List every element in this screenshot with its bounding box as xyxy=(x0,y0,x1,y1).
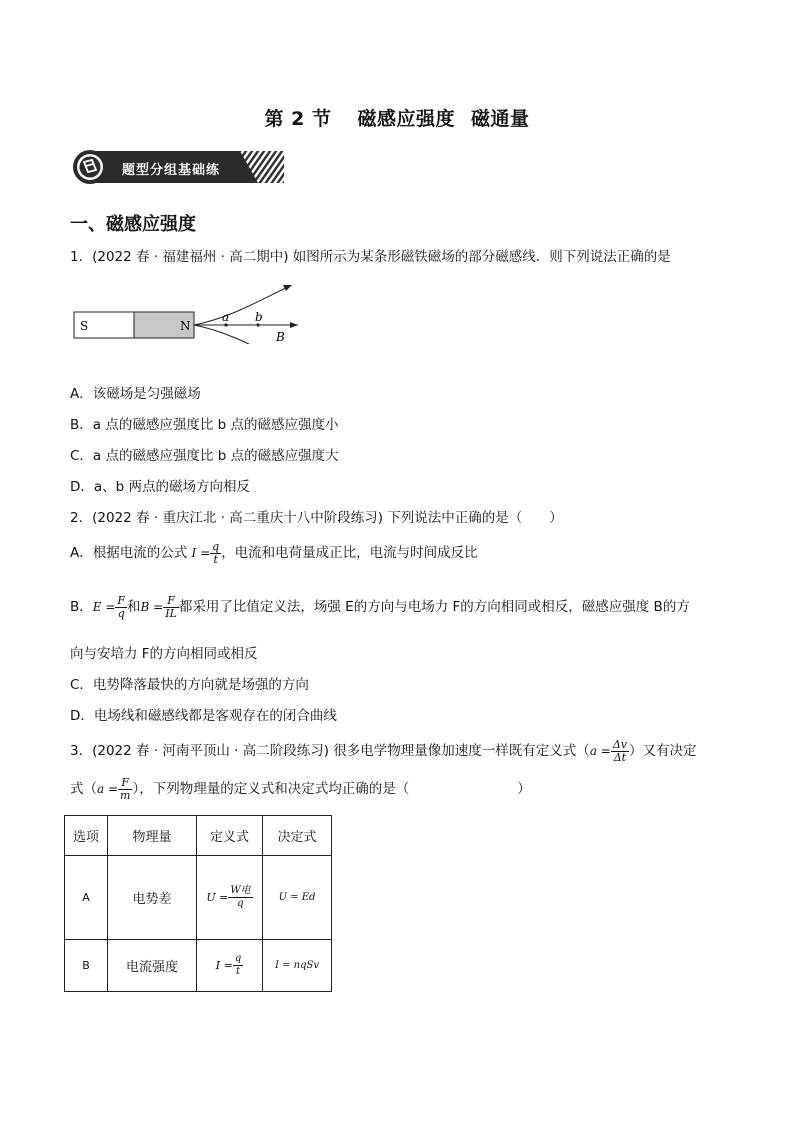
q1-magnet-figure xyxy=(70,276,310,344)
q2-option-c: C．电势降落最快的方向就是场强的方向 xyxy=(70,677,309,693)
q2-option-a xyxy=(70,538,478,568)
section-heading: 一、磁感应强度 xyxy=(70,214,196,235)
page-title xyxy=(0,104,794,131)
field-b-label: B xyxy=(276,330,285,344)
q2-option-b-line2: 向与安培力 F的方向相同或相反 xyxy=(70,646,258,662)
q2-a-text-post: ，电流和电荷量成正比，电流与时间成反比 xyxy=(221,545,478,561)
q2-b-fraction-2: $\frac{F}{IL}$ xyxy=(165,593,177,620)
q1-option-d: D．a、b 两点的磁场方向相反 xyxy=(70,479,251,495)
table-cell-option: A xyxy=(65,856,108,940)
table-header-cell: 定义式 xyxy=(197,816,263,856)
q3-stem-line2: 式（a = $\frac{F}{m}$ ），下列物理量的定义式和决定式均正确的是（ ） xyxy=(70,775,531,802)
q2-option-b: B．E = $\frac{F}{q}$ 和B = $\frac{F}{IL}$ 都采用了比值定义法，场强 E的方向与电场力 F的方向相同或相反，磁感应强度 B的方 xyxy=(70,593,690,620)
title-topic-2: 磁通量 xyxy=(470,108,530,130)
table-header-cell: 选项 xyxy=(65,816,108,856)
q2-b-fraction-1: $\frac{F}{q}$ xyxy=(117,593,126,620)
table-cell-definition: I = $\frac{q}{t}$ xyxy=(197,940,263,992)
field-line-upper xyxy=(194,286,290,325)
table-cell-quantity: 电流强度 xyxy=(108,940,197,992)
pole-s-label: S xyxy=(80,319,89,333)
q2-option-d: D．电场线和磁感线都是客观存在的闭合曲线 xyxy=(70,708,337,724)
point-b-label: b xyxy=(255,310,263,324)
table-cell-quantity: 电势差 xyxy=(108,856,197,940)
q2-a-formula-lhs: I = xyxy=(191,546,211,560)
q3-accel-def-fraction: $\frac{\Delta v}{\Delta t}$ xyxy=(612,737,628,764)
q3-stem: 3．(2022 春 · 河南平顶山 · 高二阶段练习) 很多电学物理量像加速度一样既有定义式（a = $\frac{\Delta v}{\Delta t}$ ）又有决定 xyxy=(70,737,697,764)
banner-label: 题型分组基础练 xyxy=(122,163,221,178)
pole-n-label: N xyxy=(180,319,191,333)
title-section-number: 第 2 节 xyxy=(264,108,332,130)
title-topic-1: 磁感应强度 xyxy=(357,108,455,130)
q2-b-formula1-lhs: E = xyxy=(92,600,116,614)
q3-table xyxy=(64,815,332,992)
q1-stem: 1．(2022 春 · 福建福州 · 高二期中) 如图所示为某条形磁铁磁场的部分磁感线．则下列说法正确的是 xyxy=(70,249,671,265)
table-header-cell: 物理量 xyxy=(108,816,197,856)
q2-a-text-pre: A．根据电流的公式 xyxy=(70,545,192,561)
table-cell-option: B xyxy=(65,940,108,992)
q1-option-c: C．a 点的磁感应强度比 b 点的磁感应强度大 xyxy=(70,448,339,464)
q2-a-fraction: $\frac{q}{t}$ xyxy=(212,539,220,566)
q1-option-a: A．该磁场是匀强磁场 xyxy=(70,386,201,402)
table-row xyxy=(65,940,332,992)
q2-b-formula2-lhs: B = xyxy=(140,600,164,614)
table-row xyxy=(65,856,332,940)
q3-accel-determ-fraction: $\frac{F}{m}$ xyxy=(120,775,131,802)
q1-option-b: B．a 点的磁感应强度比 b 点的磁感应强度小 xyxy=(70,417,339,433)
table-header-row xyxy=(65,816,332,856)
q2-stem: 2．(2022 春 · 重庆江北 · 高二重庆十八中阶段练习) 下列说法中正确的是（ ） xyxy=(70,510,563,526)
point-a-label: a xyxy=(222,310,230,324)
table-cell-determining: I = nqSv xyxy=(263,940,332,992)
table-cell-definition: U = $\frac{\text{W电}}{q}$ xyxy=(197,856,263,940)
table-header-cell: 决定式 xyxy=(263,816,332,856)
table-cell-determining: U = Ed xyxy=(263,856,332,940)
